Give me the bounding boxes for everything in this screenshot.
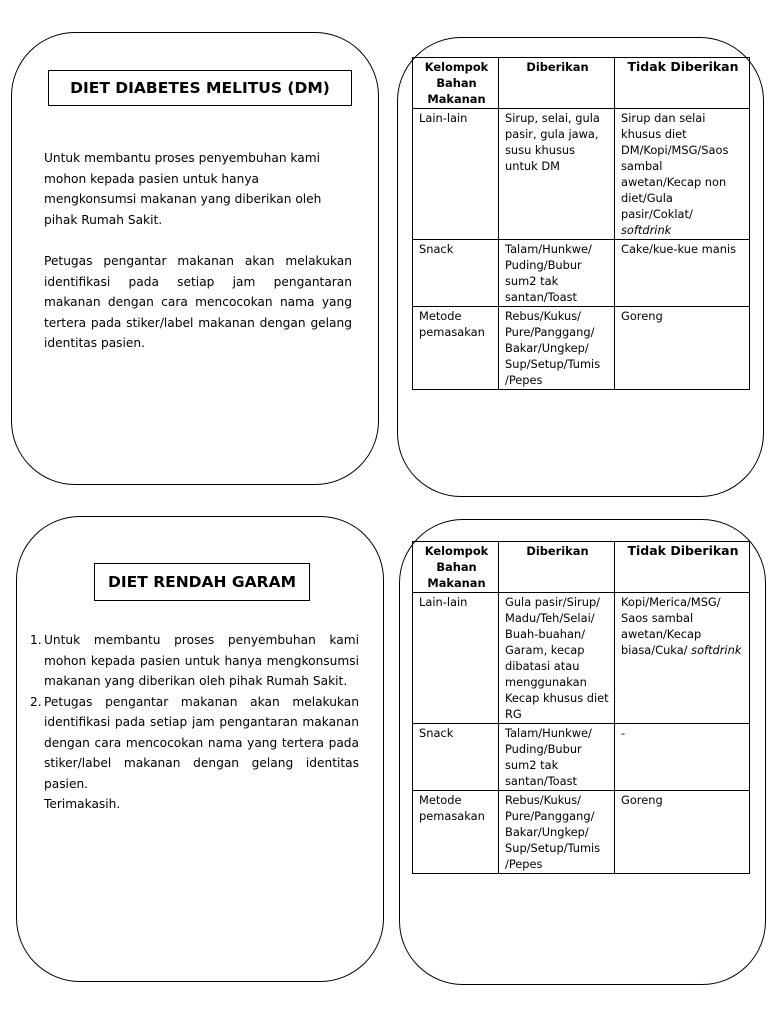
table-row — [413, 593, 750, 724]
cell-not-given — [615, 109, 750, 240]
cell-group: Snack — [413, 724, 499, 791]
rg-instruction-list — [30, 630, 359, 794]
dm-p1-line: pihak Rumah Sakit. — [44, 212, 163, 227]
cell-group: Metode pemasakan — [413, 791, 499, 874]
not-given-italic-text: softdrink — [621, 223, 672, 237]
rg-food-table — [412, 541, 750, 874]
cell-not-given: Cake/kue-kue manis — [615, 240, 750, 307]
cell-not-given: Goreng — [615, 307, 750, 390]
header-not-given: Tidak Diberikan — [615, 58, 750, 109]
list-item-text: Petugas pengantar makanan akan melakukan identifikasi pada setiap jam pengantaran makanan dengan cara mencocokan nama yang tertera pada stiker/label makanan dengan gelang identitas pasien. — [44, 694, 359, 791]
dm-p2-line: gelang identitas pasien. — [44, 315, 352, 350]
table-row — [413, 791, 750, 874]
cell-group: Snack — [413, 240, 499, 307]
cell-not-given: - — [615, 724, 750, 791]
rg-body-text — [30, 630, 359, 815]
table-row — [413, 307, 750, 390]
dm-paragraph-2 — [44, 251, 352, 354]
cell-given: Talam/Hunkwe/ Puding/Bubur sum2 tak santan/Toast — [499, 724, 615, 791]
list-item — [30, 630, 359, 692]
dm-p1-line: mohon kepada pasien untuk hanya — [44, 171, 260, 186]
table-header-row — [413, 58, 750, 109]
header-food-group: Kelompok Bahan Makanan — [413, 58, 499, 109]
cell-group: Lain-lain — [413, 593, 499, 724]
not-given-text: Sirup dan selai khusus diet DM/Kopi/MSG/Saos sambal awetan/Kecap non diet/Gula pasir/Coklat/ — [621, 111, 729, 221]
list-item — [30, 692, 359, 795]
dm-title: DIET DIABETES MELITUS (DM) — [48, 70, 352, 106]
dm-p2-line: identifikasi pada setiap jam pengantaran — [44, 274, 352, 289]
closing-text: Terimakasih. — [44, 797, 121, 811]
dm-p1-line: mengkonsumsi makanan yang diberikan oleh — [44, 192, 322, 206]
table-row — [413, 109, 750, 240]
not-given-text: Kopi/Merica/MSG/ Saos sambal awetan/Kecap biasa/Cuka/ — [621, 595, 721, 657]
cell-given: Gula pasir/Sirup/ Madu/Teh/Selai/ Buah-buahan/ Garam, kecap dibatasi atau menggunakan Kecap khusus diet RG — [499, 593, 615, 724]
not-given-italic-text: softdrink — [691, 643, 742, 657]
header-not-given: Tidak Diberikan — [615, 542, 750, 593]
table-row — [413, 724, 750, 791]
list-number: 1. — [30, 633, 42, 647]
dm-food-table — [412, 57, 750, 390]
dm-p2-line: Petugas pengantar makanan akan melakukan — [44, 254, 352, 268]
cell-given: Sirup, selai, gula pasir, gula jawa, susu khusus untuk DM — [499, 109, 615, 240]
list-number: 2. — [30, 694, 42, 709]
cell-given: Talam/Hunkwe/ Puding/Bubur sum2 tak santan/Toast — [499, 240, 615, 307]
header-given: Diberikan — [499, 542, 615, 593]
dm-paragraph-1 — [44, 148, 352, 230]
cell-not-given — [615, 593, 750, 724]
dm-body-text — [44, 148, 352, 354]
cell-group: Metode pemasakan — [413, 307, 499, 390]
header-food-group: Kelompok Bahan Makanan — [413, 542, 499, 593]
list-item-text: Untuk membantu proses penyembuhan kami mohon kepada pasien untuk hanya mengkonsumsi makanan yang diberikan oleh pihak Rumah Sakit. — [44, 633, 359, 688]
cell-not-given: Goreng — [615, 791, 750, 874]
header-given: Diberikan — [499, 58, 615, 109]
cell-given: Rebus/Kukus/ Pure/Panggang/ Bakar/Ungkep/ Sup/Setup/Tumis /Pepes — [499, 307, 615, 390]
rg-title: DIET RENDAH GARAM — [94, 563, 310, 601]
cell-group: Lain-lain — [413, 109, 499, 240]
table-row — [413, 240, 750, 307]
dm-p2-line: tertera pada stiker/label makanan dengan — [44, 315, 306, 330]
dm-p1-line: Untuk membantu proses penyembuhan kami — [44, 151, 320, 165]
table-header-row — [413, 542, 750, 593]
dm-p2-line: makanan dengan cara mencocokan nama yang — [44, 295, 352, 309]
cell-given: Rebus/Kukus/ Pure/Panggang/ Bakar/Ungkep/ Sup/Setup/Tumis /Pepes — [499, 791, 615, 874]
